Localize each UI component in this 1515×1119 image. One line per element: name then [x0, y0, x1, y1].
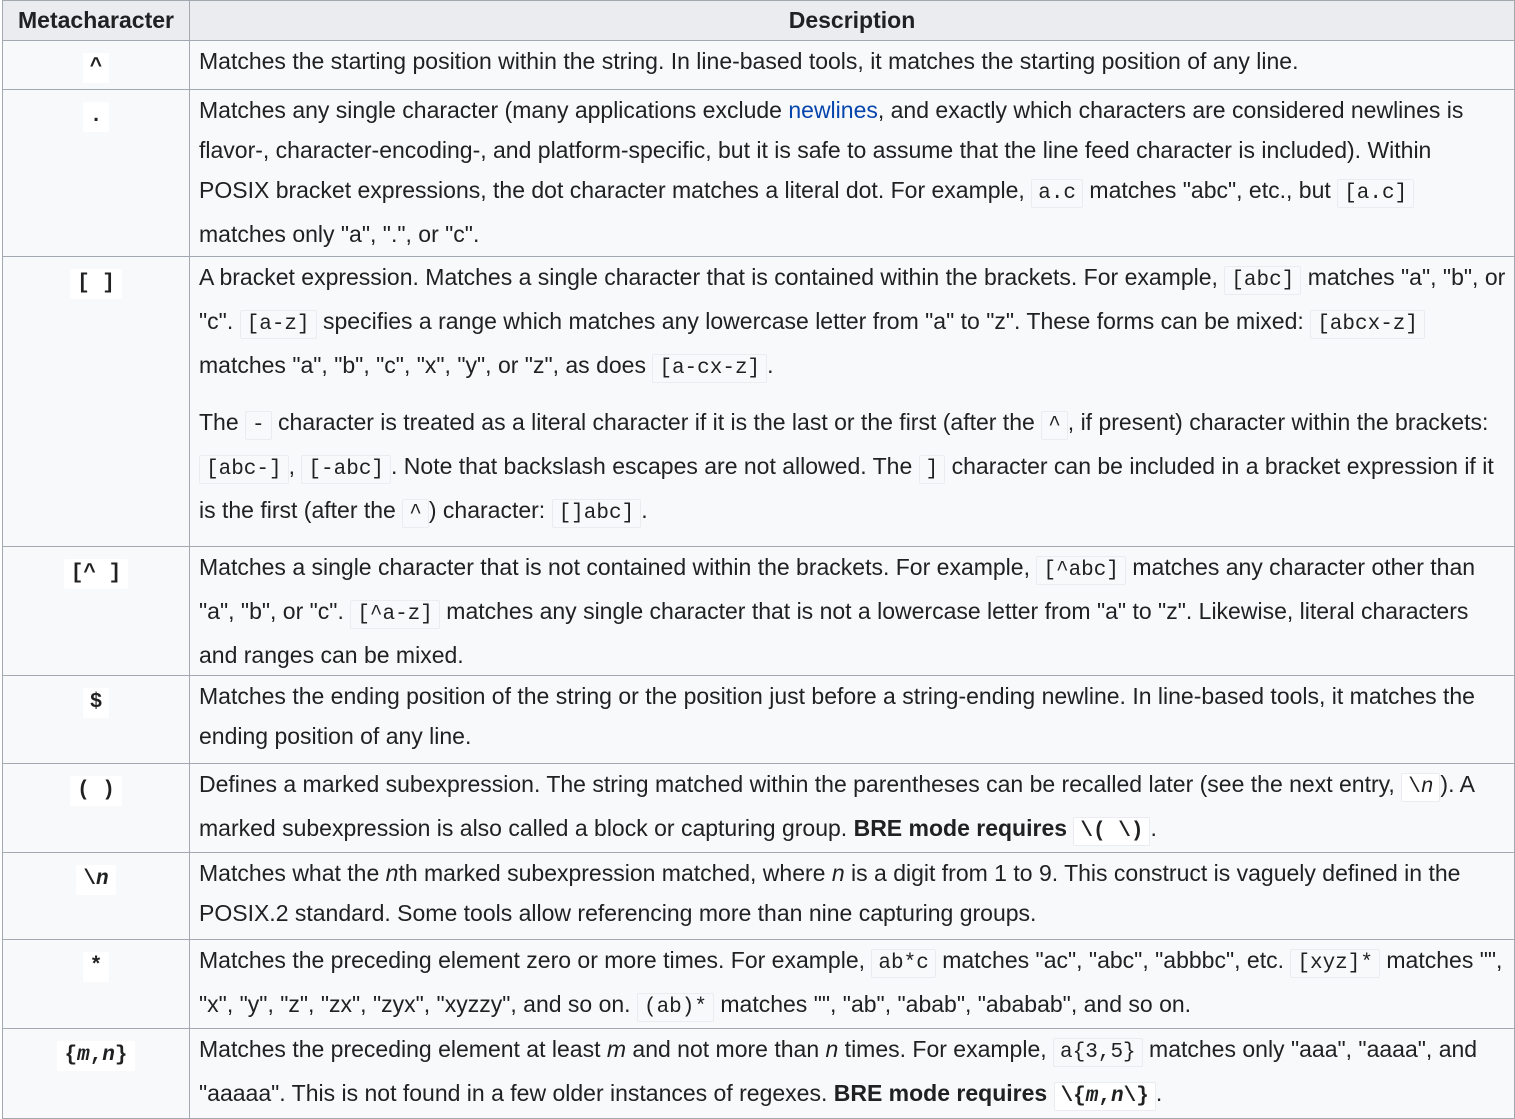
description-text: , — [288, 453, 302, 479]
description-cell — [190, 257, 1515, 547]
bold-text: BRE mode requires — [853, 815, 1068, 841]
metacharacter: * — [83, 952, 110, 982]
code-sample: [-abc] — [301, 455, 391, 484]
code-sample: [xyz]* — [1290, 949, 1380, 978]
description-cell — [190, 1029, 1515, 1119]
description-text: . — [1155, 1080, 1163, 1106]
metacharacter — [57, 1041, 134, 1071]
description-text: . — [641, 497, 648, 523]
paragraph — [199, 402, 1506, 546]
description-text: matches "abc", etc., but — [1083, 177, 1338, 203]
description-text: matches "a", "b", "c", "x", "y", or "z", as does — [199, 352, 653, 378]
code-part: \} — [1123, 1085, 1149, 1108]
metachar-part: { — [64, 1044, 78, 1067]
code-sample: ab*c — [871, 949, 935, 978]
description-text: Matches the preceding element zero or more times. For example, — [199, 947, 872, 973]
description-header[interactable]: Description — [190, 1, 1515, 41]
description-text: Matches what the — [199, 860, 386, 886]
code-part: n — [1111, 1085, 1124, 1108]
code-part: m — [1085, 1085, 1099, 1108]
description-text: A bracket expression. Matches a single character that is contained within the brackets. For example, — [199, 264, 1225, 290]
table-row — [3, 547, 1515, 676]
code-sample: (ab)* — [637, 993, 714, 1022]
table-row — [3, 676, 1515, 764]
metachar-part: } — [114, 1044, 128, 1067]
metacharacter: . — [83, 102, 110, 132]
table-row — [3, 764, 1515, 853]
italic-text: n — [385, 860, 399, 886]
metacharacter-cell — [3, 547, 190, 676]
code-sample: [a-z] — [240, 310, 317, 339]
description-text: matches only "aaa", "aaaa", and "aaaaa". This is not found in a few older instances of regexes. — [199, 1036, 1478, 1106]
description-text: Matches any single character (many applications exclude — [199, 97, 789, 123]
description-text: matches any character other than "a", "b", or "c". — [199, 554, 1476, 624]
metacharacter-header[interactable]: Metacharacter — [3, 1, 190, 41]
metacharacter: $ — [83, 688, 110, 718]
metacharacter — [76, 865, 115, 895]
code-sample: ^ — [402, 499, 429, 528]
italic-text: n — [825, 1036, 839, 1062]
description-text: The — [199, 409, 246, 435]
code-part: , — [1098, 1085, 1112, 1108]
metacharacter-cell — [3, 764, 190, 853]
code-part: \{ — [1060, 1085, 1086, 1108]
metacharacter: ^ — [83, 53, 110, 83]
code-sample: ] — [919, 455, 946, 484]
newlines-link[interactable]: newlines — [788, 97, 878, 123]
description-text: character is treated as a literal character if it is the last or the first (after the — [271, 409, 1042, 435]
code-sample: []abc] — [552, 499, 642, 528]
description-cell — [190, 547, 1515, 676]
description-text: matches any single character that is not a lowercase letter from "a" to "z". Likewise, literal characters and ranges can be mixed. — [199, 598, 1469, 668]
metachar-part: m — [77, 1044, 90, 1067]
code-sample: [abc] — [1224, 266, 1301, 295]
description-text: . — [767, 352, 774, 378]
metacharacter-cell — [3, 853, 190, 940]
table-row — [3, 257, 1515, 547]
italic-text: n — [831, 860, 845, 886]
description-text: and not more than — [626, 1036, 826, 1062]
description-text: Matches the preceding element at least — [199, 1036, 607, 1062]
code-sample — [1401, 773, 1440, 802]
description-text: matches "ac", "abc", "abbbc", etc. — [935, 947, 1291, 973]
code-sample: - — [245, 411, 272, 440]
metacharacter-cell — [3, 940, 190, 1029]
description-text: is a digit from 1 to 9. This construct is vaguely defined in the POSIX.2 standard. Some tools allow referencing more than nine capturing groups. — [199, 860, 1461, 926]
code-sample: [a.c] — [1337, 179, 1414, 208]
description-text: . — [1150, 815, 1157, 841]
description-text — [1047, 1080, 1053, 1106]
metachar-part: n — [96, 868, 109, 891]
metacharacter-cell — [3, 41, 190, 90]
metachar-part: n — [102, 1044, 115, 1067]
code-part: n — [1420, 776, 1434, 799]
metacharacter: [ ] — [70, 269, 122, 299]
code-sample: ^ — [1041, 411, 1068, 440]
metacharacter: [^ ] — [64, 559, 128, 589]
description-text: matches "", "x", "y", "z", "zx", "zyx", "xyzzy", and so on. — [199, 947, 1503, 1017]
description-cell — [190, 853, 1515, 940]
description-text: Defines a marked subexpression. The string matched within the parentheses can be recalled later (see the next entry, — [199, 771, 1402, 797]
metachar-part: , — [89, 1044, 103, 1067]
code-sample — [1054, 1082, 1156, 1111]
header-row — [3, 1, 1515, 41]
description-cell — [190, 41, 1515, 90]
code-sample: [abcx-z] — [1310, 310, 1425, 339]
bold-text: BRE mode requires — [833, 1080, 1048, 1106]
description-cell — [190, 676, 1515, 764]
metacharacter-cell — [3, 1029, 190, 1119]
table-row — [3, 853, 1515, 940]
description-text: . Note that backslash escapes are not allowed. The — [391, 453, 919, 479]
code-sample: [^abc] — [1036, 556, 1126, 585]
table-row — [3, 940, 1515, 1029]
description-text: matches only "a", ".", or "c". — [199, 221, 480, 247]
description-text: character can be included in a bracket expression if it is the first (after the — [199, 453, 1494, 523]
description-cell — [190, 90, 1515, 257]
description-text: ) character: — [428, 497, 552, 523]
description-cell — [190, 764, 1515, 853]
description-text: matches "a", "b", or "c". — [199, 264, 1506, 334]
description-cell — [190, 940, 1515, 1029]
italic-text: m — [606, 1036, 627, 1062]
description-text: th marked subexpression matched, where — [398, 860, 832, 886]
code-sample: [abc-] — [199, 455, 289, 484]
description-text: Matches the starting position within the string. In line-based tools, it matches the starting position of any line. — [199, 48, 1299, 74]
description-text: , if present) character within the brackets: — [1067, 409, 1489, 435]
code-part: \ — [1408, 776, 1421, 799]
code-sample: [^a-z] — [350, 600, 440, 629]
description-text: , and exactly which characters are considered newlines is flavor-, character-encoding-, and platform-specific, but it is safe to assume that the line feed character is included). Within POSIX bracket expressions, the dot character matches a literal dot. For example, — [199, 97, 1464, 203]
description-text: Matches a single character that is not contained within the brackets. For example, — [199, 554, 1037, 580]
table-row — [3, 90, 1515, 257]
table-row — [3, 1029, 1515, 1119]
description-text: Matches the ending position of the string or the position just before a string-ending newline. In line-based tools, it matches the ending position of any line. — [199, 683, 1475, 749]
code-sample: [a-cx-z] — [652, 354, 767, 383]
description-text: specifies a range which matches any lowercase letter from "a" to "z". These forms can be mixed: — [316, 308, 1311, 334]
paragraph — [199, 257, 1506, 389]
description-text: times. For example, — [838, 1036, 1054, 1062]
code-sample: a{3,5} — [1053, 1038, 1143, 1067]
description-text: matches "", "ab", "abab", "ababab", and so on. — [713, 991, 1192, 1017]
code-sample: \( \) — [1073, 817, 1150, 846]
metachar-part: \ — [83, 868, 96, 891]
metacharacter-cell — [3, 90, 190, 257]
metacharacter-cell — [3, 676, 190, 764]
metacharacter-cell — [3, 257, 190, 547]
description-text: ). A marked subexpression is also called a block or capturing group. — [199, 771, 1474, 841]
table-row — [3, 41, 1515, 90]
metacharacter-table — [2, 0, 1515, 1119]
code-sample: a.c — [1031, 179, 1083, 208]
metacharacter: ( ) — [70, 776, 122, 806]
